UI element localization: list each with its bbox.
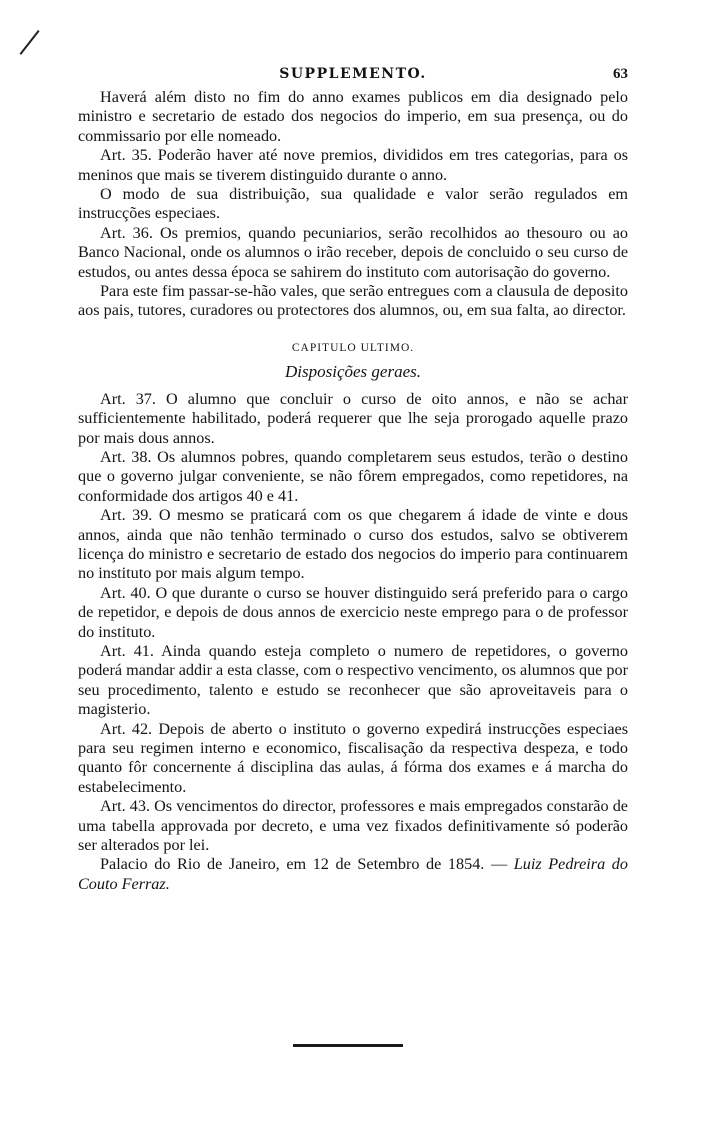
article-42: Art. 42. Depois de aberto o instituto o governo expedirá instrucções especiaes para seu regimen interno e economico, fiscalisação da respectiva despeza, e todo quanto fôr concernente á disciplina das aulas, á fórma dos exames e á marcha do estabelecimento. — [78, 719, 628, 796]
article-38: Art. 38. Os alumnos pobres, quando completarem seus estudos, terão o destino que o governo julgar conveniente, se não fôrem empregados, como repetidores, na conformidade dos artigos 40 e 41. — [78, 447, 628, 505]
article-41: Art. 41. Ainda quando esteja completo o numero de repetidores, o governo poderá mandar addir a esta classe, com o respectivo vencimento, os alumnos que por seu procedimento, talento e estudo se reconhecer que são aproveitaveis para o magisterio. — [78, 641, 628, 719]
running-title: SUPPLEMENTO. — [279, 66, 427, 82]
article-35: Art. 35. Poderão haver até nove premios, divididos em tres categorias, para os meninos que mais se tiverem distinguido durante o anno. — [78, 146, 628, 184]
article-36: Art. 36. Os premios, quando pecuniarios, serão recolhidos ao thesouro ou ao Banco Nacional, onde os alumnos o irão receber, depois de concluido o seu curso de estudos, ou antes dessa época se sahirem do instituto com autorisação do governo. — [78, 223, 628, 281]
article-43: Art. 43. Os vencimentos do director, professores e mais empregados constarão de uma tabella approvada por decreto, e uma vez fixados definitivamente só poderão ser alterados por lei. — [78, 797, 628, 855]
paragraph: Haverá além disto no fim do anno exames publicos em dia designado pelo ministro e secretario de estado dos negocios do imperio, em sua presença, ou do commissario por elle nomeado. — [78, 88, 628, 145]
article-39: Art. 39. O mesmo se praticará com os que chegarem á idade de vinte e dous annos, ainda que não tenhão terminado o curso dos estudos, salvo se obtiverem licença do ministro e secretario de estado dos negocios do imperio para continuarem no instituto por mais algum tempo. — [78, 506, 628, 583]
signature: Luiz Pedreira do Couto Ferraz. — [78, 855, 628, 893]
end-rule — [293, 1044, 403, 1047]
article-37: Art. 37. O alumno que concluir o curso de oito annos, e não se achar sufficientemente habilitado, poderá requerer que lhe seja prorogado aquelle prazo por mais dous annos. — [78, 389, 628, 447]
closing-text: Palacio do Rio de Janeiro, em 12 de Setembro de 1854. — — [100, 855, 514, 874]
pen-stroke-mark — [20, 30, 40, 55]
closing-paragraph — [78, 855, 628, 894]
article-40: Art. 40. O que durante o curso se houver distinguido será preferido para o cargo de repetidor, e depois de dous annos de exercicio neste emprego para o de professor do instituto. — [78, 583, 628, 641]
page-header — [78, 66, 628, 86]
paragraph: O modo de sua distribuição, sua qualidade e valor serão regulados em instrucções especiaes. — [78, 185, 628, 223]
chapter-heading: CAPITULO ULTIMO. — [291, 341, 415, 354]
page-body — [78, 88, 628, 894]
paragraph: Para este fim passar-se-hão vales, que serão entregues com a clausula de deposito aos pais, tutores, curadores ou protectores dos alumnos, ou, em sua falta, ao director. — [78, 282, 628, 320]
section-heading: Disposições geraes. — [285, 362, 421, 382]
page-number: 63 — [613, 66, 628, 82]
